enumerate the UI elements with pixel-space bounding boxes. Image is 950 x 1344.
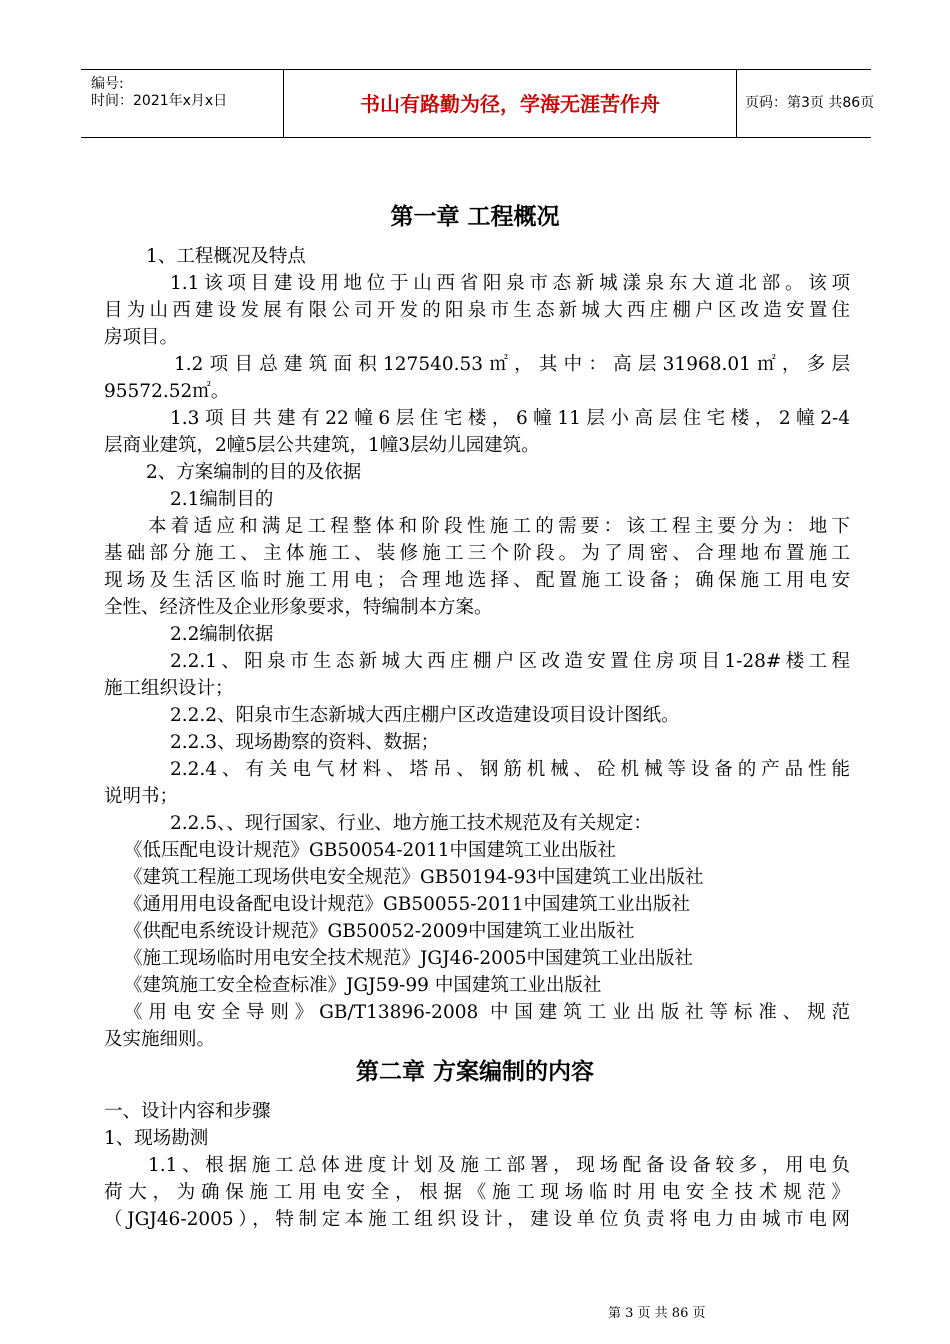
para-1-1-line: 目为山西建设发展有限公司开发的阳泉市生态新城大西庄棚户区改造安置住 — [104, 300, 850, 321]
survey-para-line: 荷大，为确保施工用电安全，根据《施工现场临时用电安全技术规范》 — [104, 1182, 850, 1203]
page-label: 页码：第3页 共86页 — [745, 95, 875, 111]
page-footer: 第 3 页 共 86 页 — [608, 1306, 706, 1321]
standard-item: 《施工现场临时用电安全技术规范》JGJ46-2005中国建筑工业出版社 — [124, 948, 693, 969]
standard-item: 《建筑施工安全检查标准》JGJ59-99 中国建筑工业出版社 — [124, 975, 602, 996]
header-right-cell — [737, 70, 875, 137]
para-2-1-line: 现场及生活区临时施工用电；合理地选择、配置施工设备；确保施工用电安 — [104, 570, 850, 591]
survey-para-line: （JGJ46-2005），特制定本施工组织设计，建设单位负责将电力由城市电网 — [104, 1209, 850, 1230]
motto-text: 书山有路勤为径，学海无涯苦作舟 — [360, 92, 660, 116]
standard-item-cont: 及实施细则。 — [104, 1029, 216, 1050]
para-1-2-line: 95572.52㎡。 — [104, 381, 230, 402]
standard-item: 《低压配电设计规范》GB50054-2011中国建筑工业出版社 — [124, 840, 617, 861]
standard-item: 《用电安全导则》GB/T13896-2008 中国建筑工业出版社等标准、规范 — [124, 1002, 850, 1023]
para-1-1-line: 1.1该项目建设用地位于山西省阳泉市态新城漾泉东大道北部。该项 — [170, 273, 850, 294]
section-1-heading: 1、工程概况及特点 — [146, 246, 306, 267]
standard-item: 《通用用电设备配电设计规范》GB50055-2011中国建筑工业出版社 — [124, 894, 691, 915]
section-2-heading: 2、方案编制的目的及依据 — [146, 462, 362, 483]
standard-item: 《建筑工程施工现场供电安全规范》GB50194-93中国建筑工业出版社 — [124, 867, 704, 888]
basis-item-2: 2.2.2、阳泉市生态新城大西庄棚户区改造建设项目设计图纸。 — [170, 705, 680, 726]
para-2-1-line: 全性、经济性及企业形象要求，特编制本方案。 — [104, 597, 493, 618]
para-2-1-line: 本着适应和满足工程整体和阶段性施工的需要：该工程主要分为：地下 — [148, 516, 850, 537]
standard-item: 《供配电系统设计规范》GB50052-2009中国建筑工业出版社 — [124, 921, 635, 942]
subsection-2-1-heading: 2.1编制目的 — [170, 489, 274, 510]
para-1-3-line: 1.3项目共建有22幢6层住宅楼，6幢11层小高层住宅楼，2幢2-4 — [170, 408, 850, 429]
chapter-1-title: 第一章 工程概况 — [390, 204, 560, 230]
basis-item-4: 2.2.4、有关电气材料、塔吊、钢筋机械、砼机械等设备的产品性能 — [170, 759, 850, 780]
para-1-1-line: 房项目。 — [104, 327, 179, 348]
number-label: 编号: — [91, 76, 124, 92]
para-1-3-line: 层商业建筑，2幢5层公共建筑，1幢3层幼儿园建筑。 — [104, 435, 540, 456]
survey-heading: 1、现场勘测 — [104, 1128, 209, 1149]
para-2-1-line: 基础部分施工、主体施工、装修施工三个阶段。为了周密、合理地布置施工 — [104, 543, 850, 564]
chapter-2-title: 第二章 方案编制的内容 — [355, 1059, 594, 1085]
time-label: 时间：2021年x月x日 — [91, 93, 228, 109]
subsection-2-2-heading: 2.2编制依据 — [170, 624, 274, 645]
survey-para-line: 1.1、根据施工总体进度计划及施工部署，现场配备设备较多，用电负 — [148, 1155, 850, 1176]
header-center-cell — [283, 70, 737, 137]
design-heading: 一、设计内容和步骤 — [104, 1101, 271, 1122]
para-1-2-line: 1.2项目总建筑面积127540.53㎡，其中：高层31968.01㎡，多层 — [174, 354, 850, 375]
header-left-cell — [81, 70, 282, 137]
basis-item-5: 2.2.5、、现行国家、行业、地方施工技术规范及有关规定： — [170, 813, 652, 834]
basis-item-1-cont: 施工组织设计； — [104, 678, 234, 699]
basis-item-1: 2.2.1、阳泉市生态新城大西庄棚户区改造安置住房项目1-28#楼工程 — [170, 651, 850, 672]
basis-item-3: 2.2.3、现场勘察的资料、数据； — [170, 732, 440, 753]
page-header — [81, 69, 875, 138]
basis-item-4-cont: 说明书； — [104, 786, 179, 807]
